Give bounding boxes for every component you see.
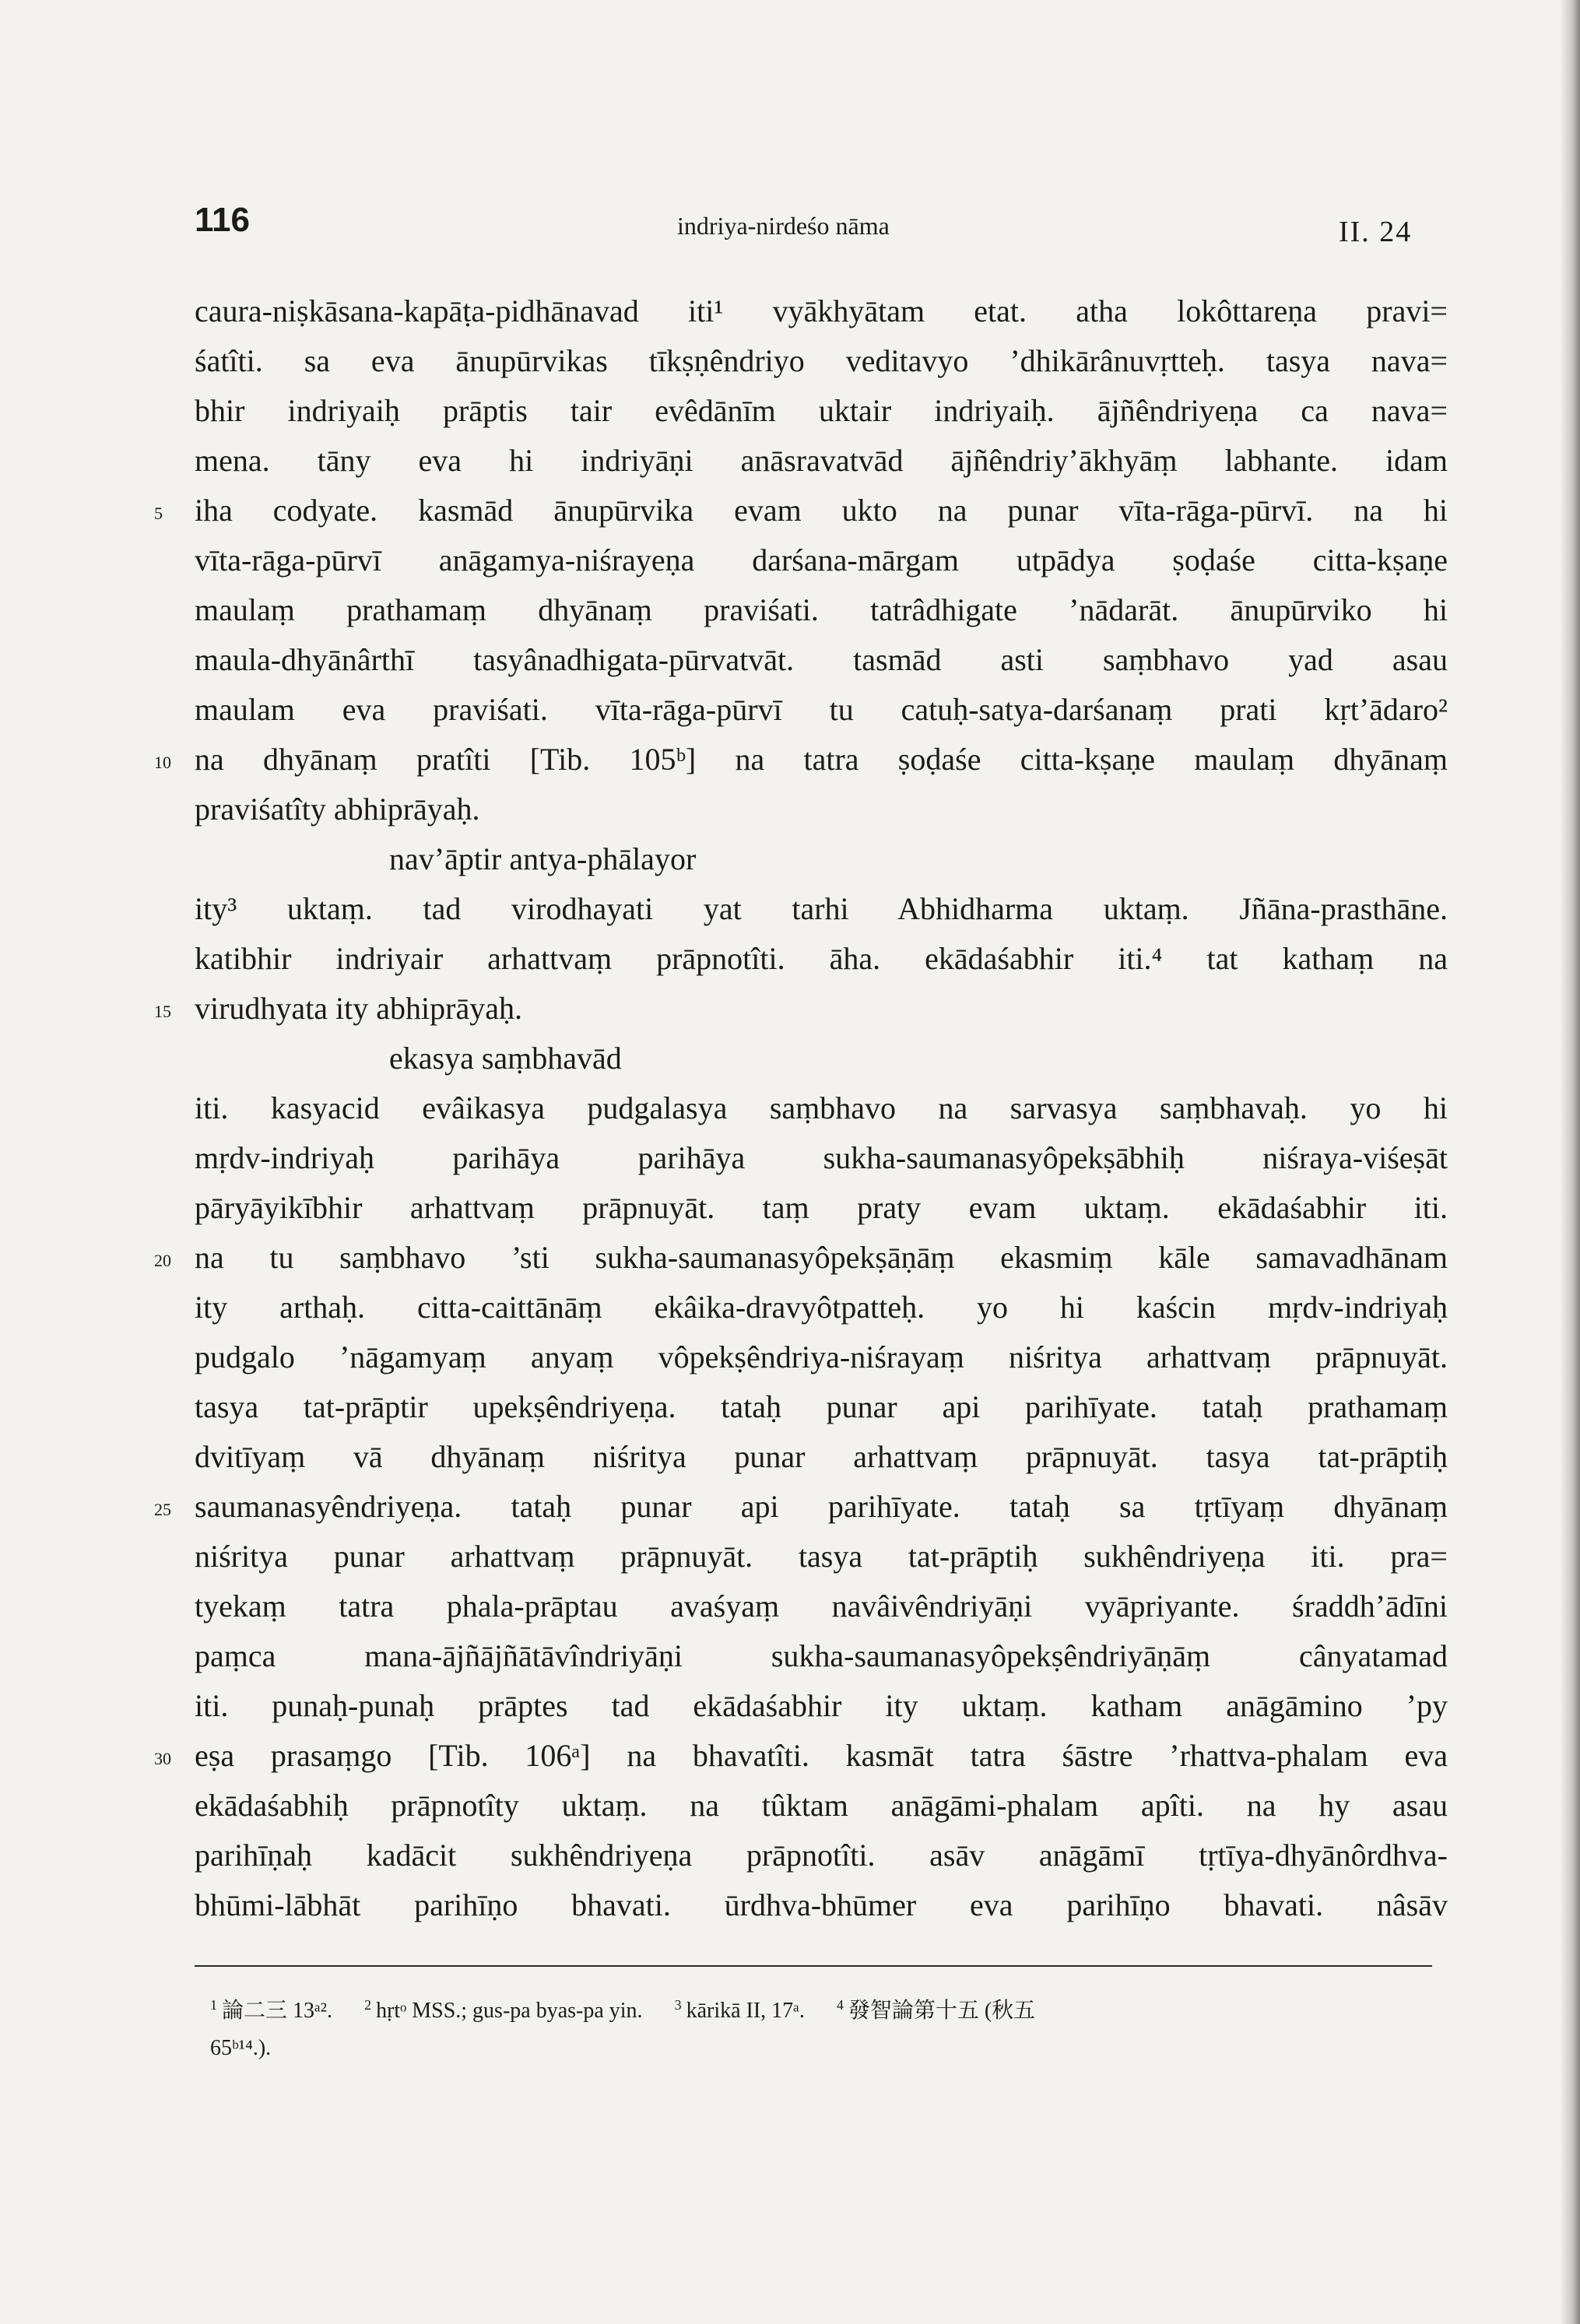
line-text: na tu saṃbhavo ’sti sukha-saumanasyôpekṣāṇāṃ ekasmiṃ kāle samavadhānam — [195, 1240, 1448, 1275]
text-line — [195, 1681, 1448, 1731]
footnote-rule — [195, 1965, 1432, 1967]
page-number: 116 — [195, 201, 250, 239]
line-text: śatîti. sa eva ānupūrvikas tīkṣṇêndriyo veditavyo ’dhikārânuvṛtteḥ. tasya nava= — [195, 343, 1448, 378]
line-text: bhir indriyaiḥ prāptis tair evêdānīm uktair indriyaiḥ. ājñêndriyeṇa ca nava= — [195, 393, 1448, 428]
line-text: maulam eva praviśati. vīta-rāga-pūrvī tu catuḥ-satya-darśanaṃ prati kṛt’ādaro² — [195, 692, 1448, 727]
line-text: eṣa prasaṃgo [Tib. 106ᵃ] na bhavatîti. kasmāt tatra śāstre ’rhattva-phalam eva — [195, 1738, 1448, 1773]
line-text: bhūmi-lābhāt parihīṇo bhavati. ūrdhva-bhūmer eva parihīṇo bhavati. nâsāv — [195, 1887, 1448, 1922]
text-line — [195, 1831, 1448, 1880]
text-line — [195, 286, 1448, 336]
line-number: 20 — [154, 1251, 171, 1270]
text-line — [195, 1582, 1448, 1631]
text-line — [195, 635, 1448, 685]
text-line — [195, 1382, 1448, 1432]
line-text: pāryāyikībhir arhattvaṃ prāpnuyāt. taṃ praty evam uktaṃ. ekādaśabhir iti. — [195, 1190, 1448, 1225]
text-line — [195, 1532, 1448, 1582]
line-text: niśritya punar arhattvaṃ prāpnuyāt. tasya tat-prāptiḥ sukhêndriyeṇa iti. pra= — [195, 1539, 1448, 1574]
text-line — [154, 1482, 1448, 1532]
text-line — [154, 1731, 1448, 1781]
text-line — [195, 1133, 1448, 1183]
text-line — [195, 585, 1448, 635]
text-line — [195, 1183, 1448, 1233]
line-text: mena. tāny eva hi indriyāṇi anāsravatvād ājñêndriy’ākhyāṃ labhante. idam — [195, 443, 1448, 478]
footnote-1: $^1$ 論二三 13ᵃ². — [210, 1997, 333, 2024]
text-line — [195, 1083, 1448, 1133]
line-text: iti. punaḥ-punaḥ prāptes tad ekādaśabhir ity uktaṃ. katham anāgāmino ’py — [195, 1688, 1448, 1723]
footnotes — [210, 1986, 1432, 2067]
footnote-2: $^2$ hṛtᵒ MSS.; gus-pa byas-pa yin. — [364, 1997, 643, 2024]
text-line — [195, 1332, 1448, 1382]
text-line — [195, 1034, 1448, 1083]
text-line — [195, 685, 1448, 735]
line-text: maulaṃ prathamaṃ dhyānaṃ praviśati. tatrâdhigate ’nādarāt. ānupūrviko hi — [195, 592, 1448, 627]
text-line — [195, 884, 1448, 934]
line-text: katibhir indriyair arhattvaṃ prāpnotîti. āha. ekādaśabhir iti.⁴ tat kathaṃ na — [195, 941, 1448, 976]
line-text: tasya tat-prāptir upekṣêndriyeṇa. tataḥ punar api parihīyate. tataḥ prathamaṃ — [195, 1389, 1448, 1424]
line-text: ekādaśabhiḥ prāpnotîty uktaṃ. na tûktam anāgāmi-phalam apîti. na hy asau — [195, 1788, 1448, 1823]
text-line — [195, 834, 1448, 884]
text-line — [195, 336, 1448, 386]
text-line — [195, 1432, 1448, 1482]
line-text: tyekaṃ tatra phala-prāptau avaśyaṃ navâivêndriyāṇi vyāpriyante. śraddh’ādīni — [195, 1589, 1448, 1624]
line-text: caura-niṣkāsana-kapāṭa-pidhānavad iti¹ vyākhyātam etat. atha lokôttareṇa pravi= — [195, 293, 1448, 328]
line-number: 25 — [154, 1500, 171, 1519]
text-line — [195, 386, 1448, 436]
text-line — [195, 934, 1448, 984]
text-line — [195, 535, 1448, 585]
line-text: mṛdv-indriyaḥ parihāya parihāya sukha-saumanasyôpekṣābhiḥ niśraya-viśeṣāt — [195, 1140, 1448, 1175]
main-text — [154, 286, 1448, 1930]
footnote-4: $^4$ 發智論第十五 (秋五 — [836, 1997, 1036, 2024]
text-line — [154, 1233, 1448, 1283]
line-text: na dhyānaṃ pratîti [Tib. 105ᵇ] na tatra ṣoḍaśe citta-kṣaṇe maulaṃ dhyānaṃ — [195, 742, 1448, 777]
footnote-row — [210, 1986, 1432, 2030]
line-text: ekasya saṃbhavād — [389, 1041, 622, 1076]
text-line — [195, 785, 1448, 834]
footnote-continuation: 65ᵇ¹⁴.). — [210, 2036, 272, 2061]
text-line — [154, 735, 1448, 785]
line-text: praviśatîty abhiprāyaḥ. — [195, 792, 480, 827]
line-text: iha codyate. kasmād ānupūrvika evam ukto na punar vīta-rāga-pūrvī. na hi — [195, 493, 1448, 528]
line-number: 30 — [154, 1749, 171, 1768]
line-text: parihīṇaḥ kadācit sukhêndriyeṇa prāpnotîti. asāv anāgāmī tṛtīya-dhyānôrdhva- — [195, 1838, 1448, 1873]
line-number: 15 — [154, 1002, 171, 1021]
line-text: nav’āptir antya-phālayor — [389, 841, 697, 876]
line-text: saumanasyêndriyeṇa. tataḥ punar api parihīyate. tataḥ sa tṛtīyaṃ dhyānaṃ — [195, 1489, 1448, 1524]
text-line — [154, 486, 1448, 535]
text-line — [195, 436, 1448, 486]
text-line — [154, 984, 1448, 1034]
text-line — [195, 1880, 1448, 1930]
text-line — [195, 1781, 1448, 1831]
line-text: virudhyata ity abhiprāyaḥ. — [195, 991, 522, 1026]
text-line — [195, 1631, 1448, 1681]
line-number: 5 — [154, 504, 163, 523]
line-text: ity arthaḥ. citta-caittānāṃ ekâika-dravyôtpatteḥ. yo hi kaścin mṛdv-indriyaḥ — [195, 1290, 1448, 1325]
line-text: maula-dhyānârthī tasyânadhigata-pūrvatvāt. tasmād asti saṃbhavo yad asau — [195, 642, 1448, 677]
footnote-3: $^3$ kārikā II, 17ᵃ. — [674, 1997, 805, 2024]
line-text: pudgalo ’nāgamyaṃ anyaṃ vôpekṣêndriya-niśrayaṃ niśritya arhattvaṃ prāpnuyāt. — [195, 1339, 1448, 1374]
line-text: dvitīyaṃ vā dhyānaṃ niśritya punar arhattvaṃ prāpnuyāt. tasya tat-prāptiḥ — [195, 1439, 1448, 1474]
line-text: ity³ uktaṃ. tad virodhayati yat tarhi Abhidharma uktaṃ. Jñāna-prasthāne. — [195, 891, 1448, 926]
running-title: indriya-nirdeśo nāma — [677, 212, 890, 240]
line-text: paṃca mana-ājñājñātāvîndriyāṇi sukha-saumanasyôpekṣêndriyāṇāṃ cânyatamad — [195, 1638, 1448, 1673]
page-edge-shadow — [1560, 0, 1580, 2324]
line-number: 10 — [154, 753, 171, 772]
line-text: iti. kasyacid evâikasya pudgalasya saṃbhavo na sarvasya saṃbhavaḥ. yo hi — [195, 1090, 1448, 1125]
text-line — [195, 1283, 1448, 1332]
section-reference: II. 24 — [1339, 216, 1413, 248]
line-text: vīta-rāga-pūrvī anāgamya-niśrayeṇa darśana-mārgam utpādya ṣoḍaśe citta-kṣaṇe — [195, 542, 1448, 577]
